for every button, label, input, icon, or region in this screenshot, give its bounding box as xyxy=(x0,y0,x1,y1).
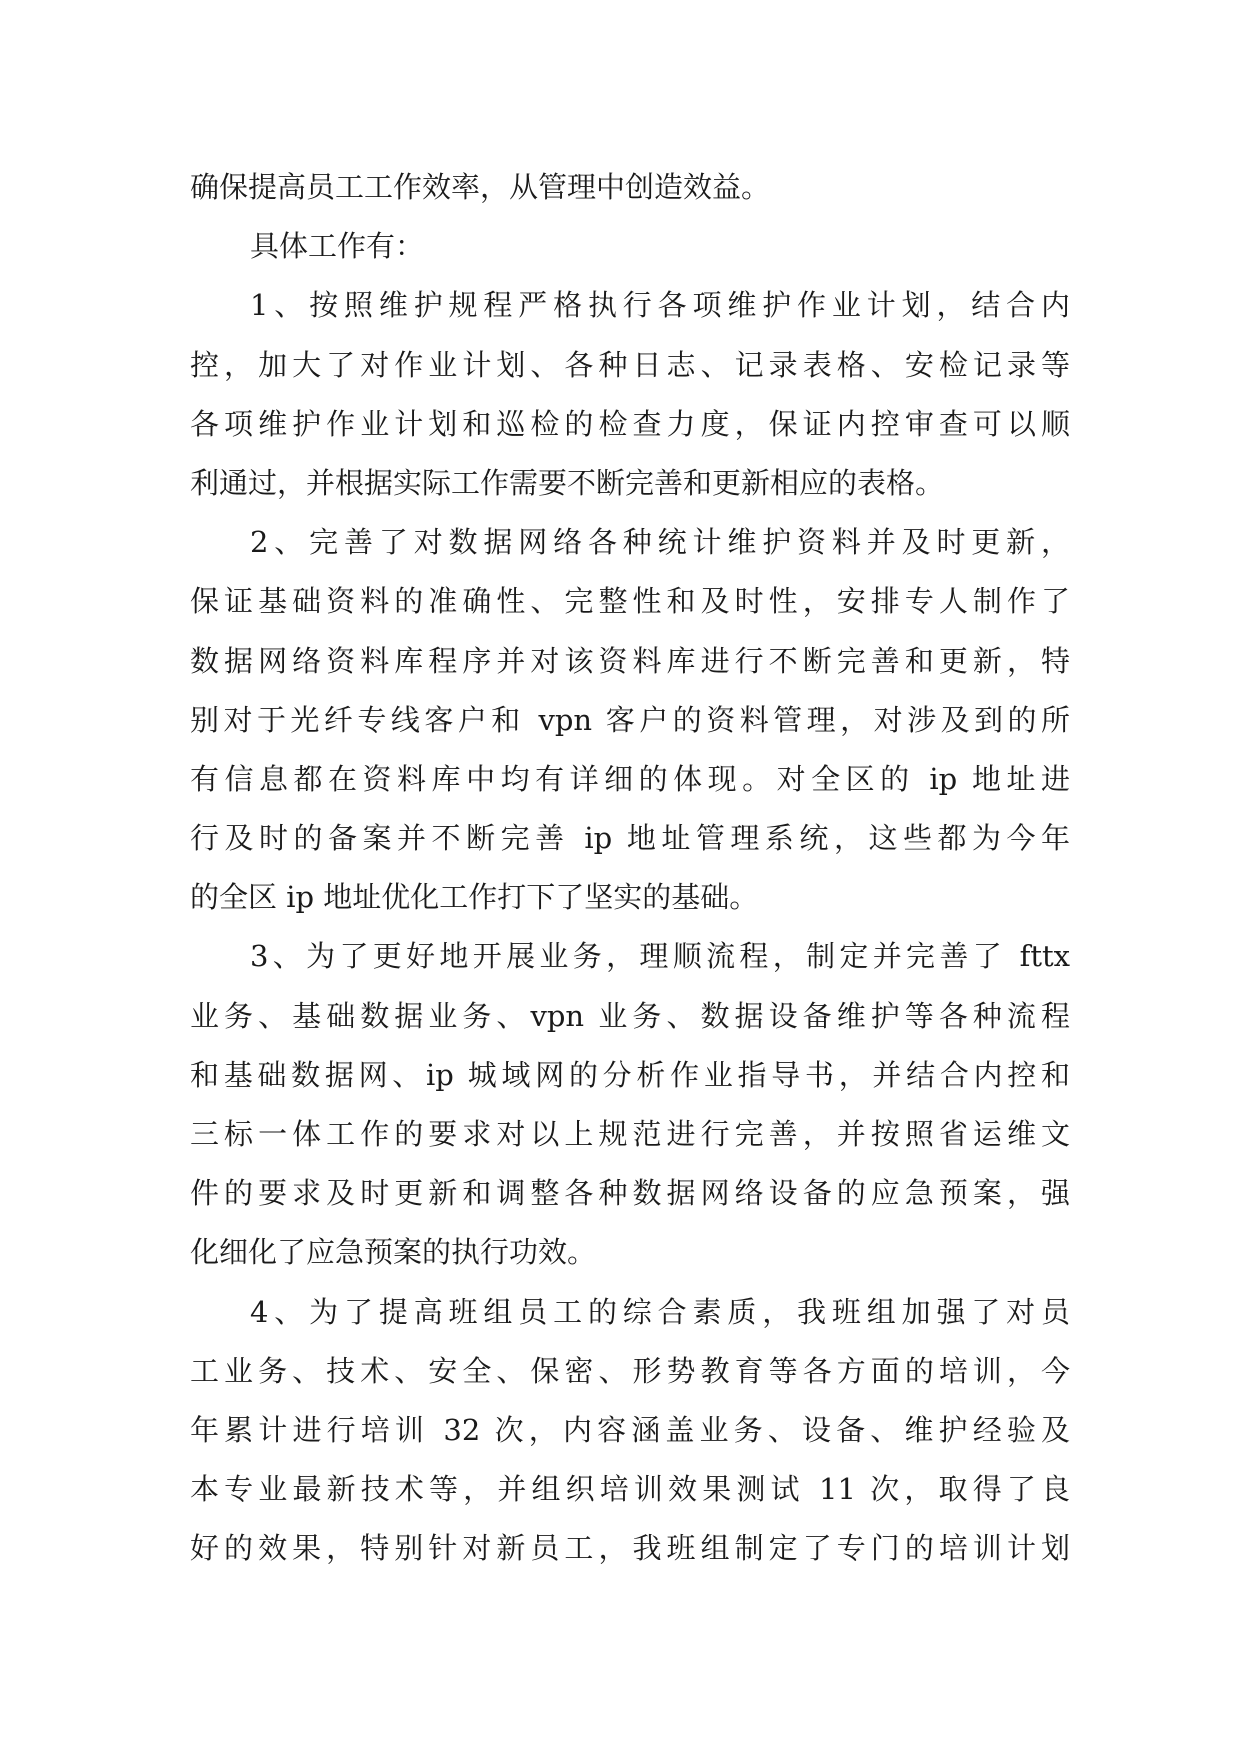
text-line: 控，加大了对作业计划、各种日志、记录表格、安检记录等 xyxy=(190,347,1070,382)
text-line: 别对于光纤专线客户和 vpn 客户的资料管理，对涉及到的所 xyxy=(190,702,1070,737)
text-line: 件的要求及时更新和调整各种数据网络设备的应急预案，强 xyxy=(190,1176,1070,1211)
text-line: 和基础数据网、ip 城域网的分析作业指导书，并结合内控和 xyxy=(190,1057,1070,1092)
text-line: 2、完善了对数据网络各种统计维护资料并及时更新， xyxy=(250,525,1070,560)
text-line: 行及时的备案并不断完善 ip 地址管理系统，这些都为今年 xyxy=(190,821,1070,856)
text-line: 好的效果，特别针对新员工，我班组制定了专门的培训计划 xyxy=(190,1531,1070,1566)
text-line: 年累计进行培训 32 次，内容涵盖业务、设备、维护经验及 xyxy=(190,1412,1070,1447)
text-line: 3、为了更好地开展业务，理顺流程，制定并完善了 fttx xyxy=(250,939,1070,974)
text-line: 工业务、技术、安全、保密、形势教育等各方面的培训，今 xyxy=(190,1353,1070,1388)
text-line: 确保提高员工工作效率，从管理中创造效益。 xyxy=(190,170,771,204)
text-line: 具体工作有： xyxy=(250,229,425,264)
text-line: 化细化了应急预案的执行功效。 xyxy=(190,1235,597,1270)
text-line: 保证基础资料的准确性、完整性和及时性，安排专人制作了 xyxy=(190,584,1070,619)
text-line: 有信息都在资料库中均有详细的体现。对全区的 ip 地址进 xyxy=(190,761,1070,796)
text-line: 业务、基础数据业务、vpn 业务、数据设备维护等各种流程 xyxy=(190,998,1070,1033)
text-line: 1、按照维护规程严格执行各项维护作业计划，结合内 xyxy=(250,288,1070,323)
text-line: 各项维护作业计划和巡检的检查力度，保证内控审查可以顺 xyxy=(190,406,1070,441)
document-body xyxy=(190,158,1070,1579)
text-line: 4、为了提高班组员工的综合素质，我班组加强了对员 xyxy=(250,1294,1070,1329)
text-line: 三标一体工作的要求对以上规范进行完善，并按照省运维文 xyxy=(190,1117,1070,1151)
text-line: 数据网络资料库程序并对该资料库进行不断完善和更新，特 xyxy=(190,643,1070,678)
text-line: 本专业最新技术等，并组织培训效果测试 11 次，取得了良 xyxy=(190,1472,1070,1507)
text-line: 利通过，并根据实际工作需要不断完善和更新相应的表格。 xyxy=(190,465,945,500)
text-line: 的全区 ip 地址优化工作打下了坚实的基础。 xyxy=(190,880,759,915)
